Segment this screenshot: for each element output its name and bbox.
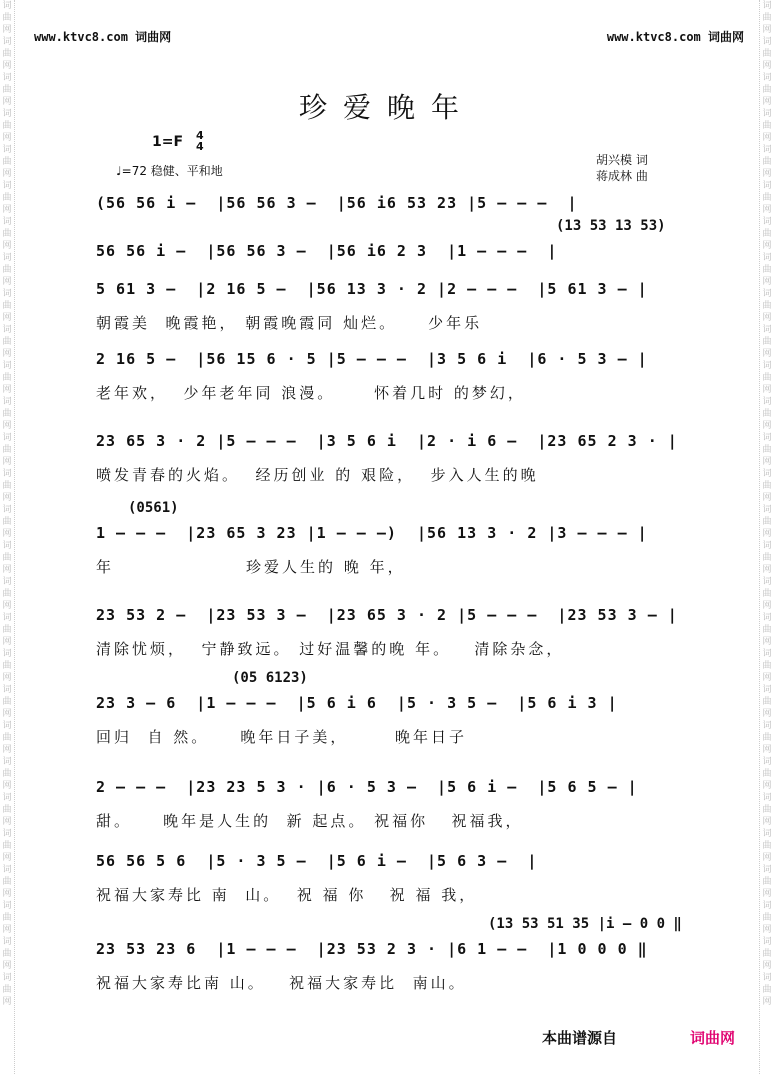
- lyric-line: 朝霞美 晚霞艳， 朝霞晚霞同 灿烂。 少年乐: [96, 314, 483, 332]
- notation-line: [96, 940, 682, 962]
- notation-line: [96, 694, 682, 716]
- time-signature-bottom: 4: [196, 140, 204, 153]
- lyric-line: 喷发青春的火焰。 经历创业 的 艰险， 步入人生的晚: [96, 466, 539, 484]
- site-url-left[interactable]: www.ktvc8.com 词曲网: [34, 30, 172, 44]
- notation-notes: 56 56 5 6 |5 · 3 5 – |5 6 i – |5 6 3 – |: [96, 852, 538, 870]
- score-overlay-notes: (13 53 51 35 |i – 0 0 ‖: [488, 916, 682, 932]
- notation-line: [96, 350, 682, 372]
- lyric-line: 年 珍爱人生的 晚 年，: [96, 558, 406, 576]
- lyric-line: 清除忧烦， 宁静致远。 过好温馨的晚 年。 清除杂念，: [96, 640, 565, 658]
- notation-line: [96, 606, 682, 628]
- notation-notes: 2 – – – |23 23 5 3 · |6 · 5 3 – |5 6 i – |5 6 5 – |: [96, 778, 638, 796]
- composer: 蒋成林 曲: [596, 169, 648, 183]
- lyric-line: 老年欢， 少年老年同 浪漫。 怀着几时 的梦幻，: [96, 384, 526, 402]
- site-url-right[interactable]: www.ktvc8.com 词曲网: [606, 30, 744, 44]
- score-overlay-notes: (0561): [128, 500, 179, 516]
- source-label: 本曲谱源自: [542, 1029, 618, 1047]
- time-signature-top: 4: [196, 129, 204, 142]
- notation-line: [96, 194, 682, 216]
- notation-notes: 1 – – – |23 65 3 23 |1 – – –) |56 13 3 · 2 |3 – – – |: [96, 524, 648, 542]
- notation-notes: 5 61 3 – |2 16 5 – |56 13 3 · 2 |2 – – – |5 61 3 – |: [96, 280, 648, 298]
- notation-line: [96, 280, 682, 302]
- notation-notes: 56 56 i – |56 56 3 – |56 i6 2 3 |1 – – – |: [96, 242, 558, 260]
- lyric-line: 甜。 晚年是人生的 新 起点。 祝福你 祝福我，: [96, 812, 524, 830]
- notation-line: [96, 242, 682, 264]
- notation-notes: 23 53 2 – |23 53 3 – |23 65 3 · 2 |5 – – – |23 53 3 – |: [96, 606, 678, 624]
- score-overlay-notes: (13 53 13 53): [556, 218, 666, 234]
- notation-line: [96, 524, 682, 546]
- lyric-line: 祝福大家寿比南 山。 祝福大家寿比 南山。: [96, 974, 467, 992]
- lyric-line: 回归 自 然。 晚年日子美， 晚年日子: [96, 728, 467, 746]
- watermark-strip-left: 词曲网词曲网词曲网词曲网词曲网词曲网词曲网词曲网词曲网词曲网词曲网词曲网词曲网词曲网词曲网词曲网词曲网词曲网词曲网词曲网词曲网词曲网词曲网词曲网词曲网词曲网词曲网词曲网: [0, 0, 15, 1074]
- time-signature: [196, 130, 204, 152]
- notation-line: [96, 432, 682, 454]
- notation-notes: 23 65 3 · 2 |5 – – – |3 5 6 i |2 · i 6 – |23 65 2 3 · |: [96, 432, 678, 450]
- notation-line: [96, 778, 682, 800]
- source-site-link[interactable]: 词曲网: [690, 1029, 736, 1047]
- watermark-strip-right: 词曲网词曲网词曲网词曲网词曲网词曲网词曲网词曲网词曲网词曲网词曲网词曲网词曲网词曲网词曲网词曲网词曲网词曲网词曲网词曲网词曲网词曲网词曲网词曲网词曲网词曲网词曲网词曲网: [759, 0, 774, 1074]
- notation-notes: (56 56 i – |56 56 3 – |56 i6 53 23 |5 – – – |: [96, 194, 578, 212]
- notation-notes: 2 16 5 – |56 15 6 · 5 |5 – – – |3 5 6 i |6 · 5 3 – |: [96, 350, 648, 368]
- song-title: 珍爱晚年: [298, 91, 475, 124]
- credits: [596, 152, 648, 184]
- tempo-marking: ♩=72 稳健、平和地: [116, 164, 223, 178]
- key-signature: 1=F: [152, 134, 184, 150]
- score-overlay-notes: (05 6123): [232, 670, 308, 686]
- notation-notes: 23 53 23 6 |1 – – – |23 53 2 3 · |6 1 – – |1 0 0 0 ‖: [96, 940, 648, 958]
- lyric-line: 祝福大家寿比 南 山。 祝 福 你 祝 福 我，: [96, 886, 478, 904]
- notation-notes: 23 3 – 6 |1 – – – |5 6 i 6 |5 · 3 5 – |5 6 i 3 |: [96, 694, 618, 712]
- lyricist: 胡兴模 词: [596, 153, 648, 167]
- notation-line: [96, 852, 682, 874]
